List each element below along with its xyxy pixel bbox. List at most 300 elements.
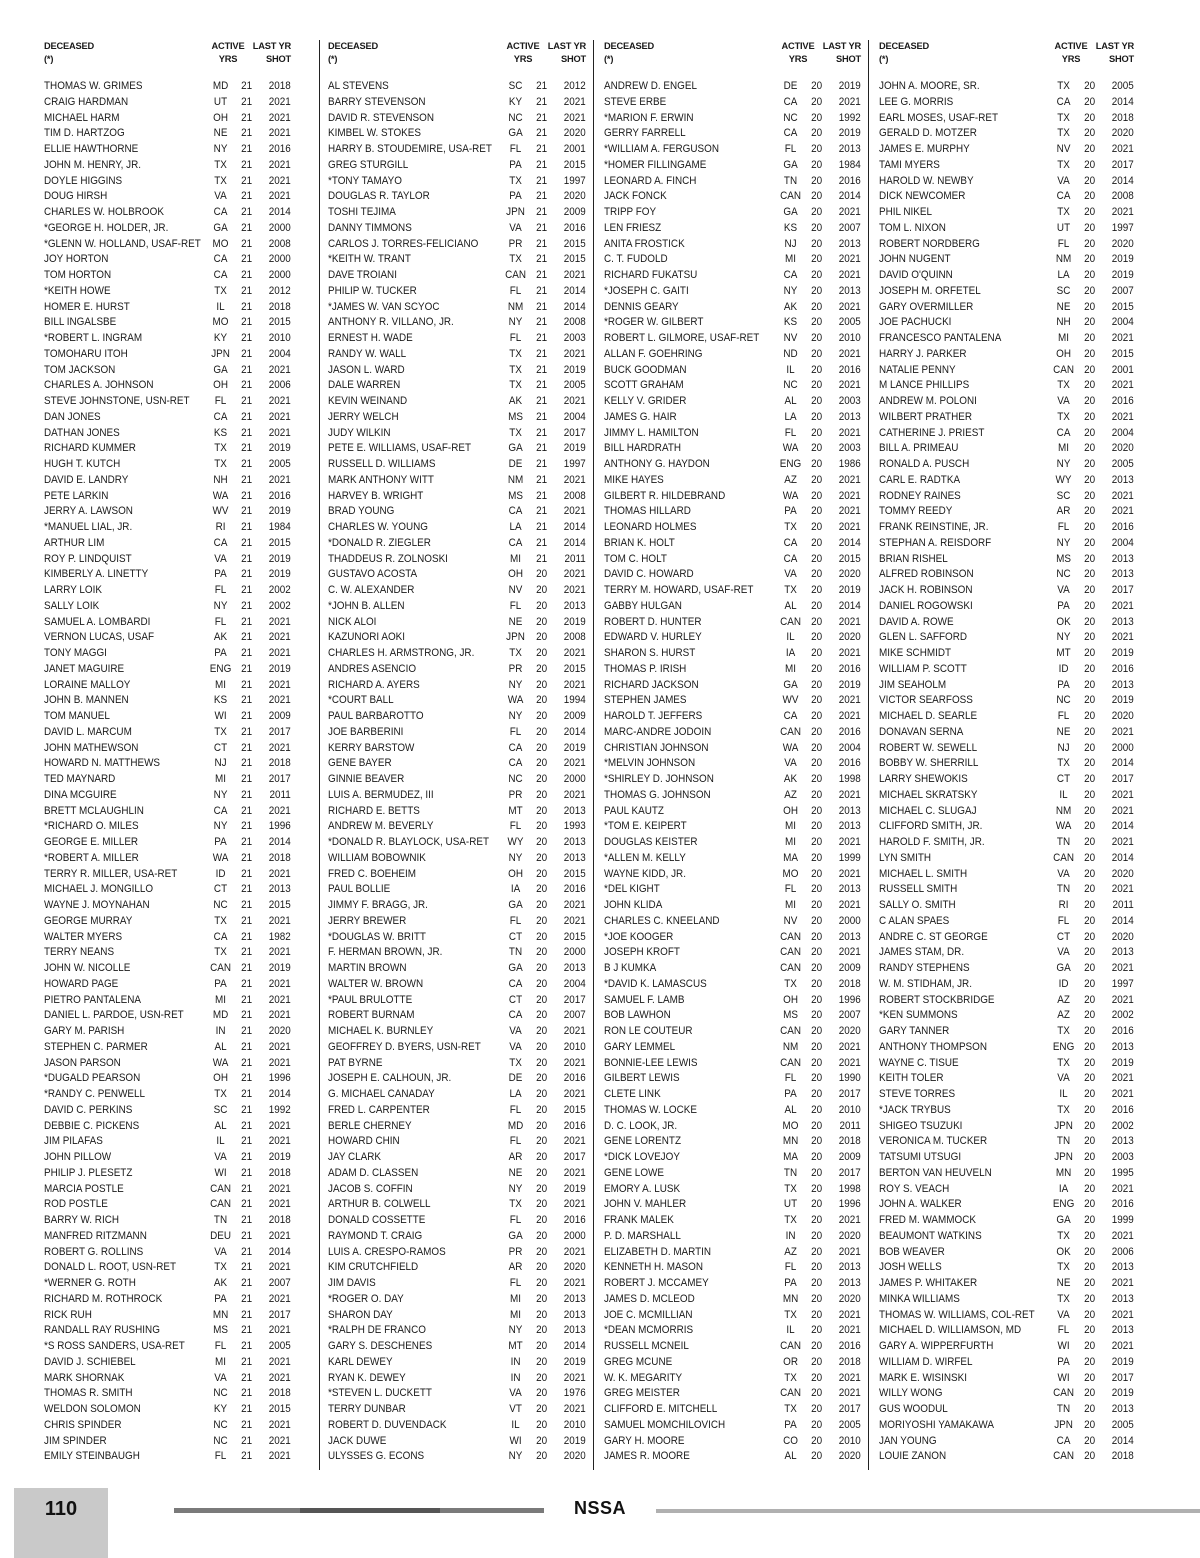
last-year-shot: 2019: [268, 442, 291, 455]
member-location: IL: [786, 363, 795, 376]
member-name: G. MICHAEL CANADAY: [328, 1088, 435, 1100]
last-year-shot: 2010: [838, 1434, 861, 1447]
member-location: NY: [1056, 458, 1071, 470]
last-year-shot: 2000: [268, 253, 291, 266]
member-name: ROBERT D. HUNTER: [604, 615, 702, 628]
member-name: DAVID J. SCHIEBEL: [44, 1355, 136, 1368]
last-year-shot: 2021: [268, 363, 291, 376]
member-name: DOUGLAS KEISTER: [604, 836, 698, 848]
last-year-shot: 2016: [838, 1340, 861, 1352]
member-location: TX: [1057, 1103, 1070, 1116]
last-year-shot: 2015: [268, 899, 291, 911]
last-year-shot: 2021: [838, 489, 861, 502]
member-location: FL: [784, 426, 797, 439]
active-years: 20: [811, 489, 823, 502]
member-location: NY: [213, 820, 228, 833]
member-location: WI: [1057, 1371, 1070, 1384]
table-row: [328, 898, 586, 914]
member-name: TOSHI TEJIMA: [328, 206, 396, 218]
member-name: GILBERT R. HILDEBRAND: [604, 489, 726, 502]
table-row: [44, 819, 291, 835]
member-name: PAT BYRNE: [328, 1056, 383, 1069]
header-shot: SHOT: [1108, 54, 1134, 64]
member-name: DANIEL L. PARDOE, USN-RET: [44, 1009, 184, 1022]
member-location: CA: [783, 536, 798, 549]
member-location: NJ: [214, 757, 227, 770]
member-location: PR: [508, 237, 523, 250]
member-location: VA: [509, 1025, 522, 1037]
member-name: *DEL KIGHT: [604, 883, 660, 896]
last-year-shot: 2014: [268, 1088, 291, 1100]
table-row: [879, 1040, 1134, 1056]
table-row: [604, 977, 861, 993]
table-row: [44, 426, 291, 442]
member-name: PAUL BARBAROTTO: [328, 710, 424, 722]
active-years: 21: [536, 143, 548, 155]
table-row: [879, 111, 1134, 127]
table-row: [604, 252, 861, 268]
member-location: WY: [507, 836, 524, 848]
active-years: 21: [536, 395, 548, 407]
last-year-shot: 2004: [1111, 316, 1134, 329]
active-years: 21: [241, 647, 253, 659]
member-location: OH: [213, 1072, 228, 1085]
active-years: 20: [536, 883, 548, 896]
last-year-shot: 2019: [268, 568, 291, 581]
last-year-shot: 2014: [268, 1245, 291, 1258]
last-year-shot: 2021: [268, 946, 291, 959]
member-location: FL: [509, 599, 522, 612]
member-name: JOHN KLIDA: [604, 899, 663, 911]
active-years: 21: [241, 914, 253, 927]
member-name: GARY TANNER: [879, 1025, 950, 1037]
last-year-shot: 2021: [1111, 788, 1134, 801]
table-row: [604, 1119, 861, 1135]
member-location: ENG: [1052, 1040, 1075, 1053]
last-year-shot: 2021: [838, 269, 861, 281]
last-year-shot: 2021: [838, 615, 861, 628]
member-name: *DONALD R. ZIEGLER: [328, 536, 431, 549]
active-years: 20: [536, 788, 548, 801]
member-location: MS: [213, 1324, 228, 1337]
member-location: VA: [214, 1245, 227, 1258]
member-location: AK: [508, 395, 523, 407]
member-name: ROBERT J. MCCAMEY: [604, 1277, 709, 1289]
member-name: THOMAS G. JOHNSON: [604, 788, 711, 801]
last-year-shot: 2014: [838, 599, 861, 612]
last-year-shot: 2004: [1111, 426, 1134, 439]
member-name: FRED M. WAMMOCK: [879, 1214, 976, 1226]
table-row: [44, 662, 291, 678]
member-name: HUGH T. KUTCH: [44, 458, 121, 470]
member-name: F. HERMAN BROWN, JR.: [328, 946, 443, 959]
active-years: 21: [536, 442, 548, 455]
table-row: [328, 851, 586, 867]
member-location: CA: [1056, 1434, 1071, 1447]
member-location: MA: [783, 1151, 798, 1163]
last-year-shot: 2021: [1111, 599, 1134, 612]
member-location: NC: [213, 1418, 228, 1431]
member-name: STEPHEN C. PARMER: [44, 1040, 148, 1053]
member-name: *ALLEN M. KELLY: [604, 851, 686, 864]
member-name: BARRY STEVENSON: [328, 95, 426, 108]
active-years: 20: [811, 678, 823, 691]
member-location: TX: [509, 253, 522, 266]
active-years: 20: [811, 1308, 823, 1321]
active-years: 20: [811, 221, 823, 234]
member-location: CAN: [780, 930, 801, 943]
table-row: [879, 867, 1134, 883]
member-location: IA: [510, 883, 521, 896]
last-year-shot: 2021: [563, 347, 586, 360]
table-row: [44, 457, 291, 473]
member-location: MI: [1058, 332, 1070, 344]
table-row: [44, 1418, 291, 1434]
active-years: 21: [241, 1308, 253, 1321]
active-years: 20: [536, 1198, 548, 1211]
member-name: D. C. LOOK, JR.: [604, 1119, 678, 1132]
table-row: [604, 536, 861, 552]
member-name: JOHN M. HENRY, JR.: [44, 158, 142, 171]
table-row: [879, 772, 1134, 788]
last-year-shot: 2013: [838, 930, 861, 943]
member-name: GARY LEMMEL: [604, 1040, 676, 1053]
table-row: [328, 630, 586, 646]
table-row: [604, 1134, 861, 1150]
active-years: 20: [1084, 1450, 1096, 1463]
last-year-shot: 2016: [1111, 1103, 1134, 1116]
member-name: *GLENN W. HOLLAND, USAF-RET: [44, 237, 201, 250]
table-row: [328, 1371, 586, 1387]
member-location: CAN: [780, 615, 801, 628]
member-name: TED MAYNARD: [44, 773, 116, 785]
table-row: [604, 882, 861, 898]
member-name: GILBERT LEWIS: [604, 1072, 680, 1085]
active-years: 20: [811, 410, 823, 423]
member-name: JACOB S. COFFIN: [328, 1182, 413, 1195]
member-name: PETE LARKIN: [44, 489, 109, 502]
last-year-shot: 2003: [1111, 1151, 1134, 1163]
member-name: ROD POSTLE: [44, 1198, 108, 1211]
member-name: CHRISTIAN JOHNSON: [604, 741, 709, 754]
last-year-shot: 2021: [1111, 332, 1134, 344]
table-row: [328, 378, 586, 394]
last-year-shot: 2021: [1111, 1088, 1134, 1100]
table-row: [604, 788, 861, 804]
table-row: [879, 788, 1134, 804]
last-year-shot: 2017: [838, 1403, 861, 1415]
member-location: NH: [1056, 316, 1071, 329]
member-location: VA: [1057, 1072, 1070, 1085]
active-years: 21: [241, 1277, 253, 1289]
member-location: OH: [783, 993, 798, 1006]
table-row: [604, 1245, 861, 1261]
active-years: 20: [536, 1340, 548, 1352]
table-row: [604, 268, 861, 284]
member-name: *SHIRLEY D. JOHNSON: [604, 773, 714, 785]
table-row: [44, 678, 291, 694]
member-location: MI: [785, 662, 797, 675]
last-year-shot: 2013: [838, 1277, 861, 1289]
table-row: [879, 1056, 1134, 1072]
member-location: TN: [1056, 1403, 1071, 1415]
member-name: ROBERT STOCKBRIDGE: [879, 993, 995, 1006]
member-name: THOMAS W. LOCKE: [604, 1103, 697, 1116]
header-last-yr: LAST YR: [252, 41, 291, 51]
table-row: [604, 1040, 861, 1056]
active-years: 20: [811, 647, 823, 659]
member-location: NM: [507, 300, 524, 313]
table-row: [44, 1134, 291, 1150]
active-years: 20: [811, 206, 823, 218]
member-location: MD: [507, 1119, 524, 1132]
last-year-shot: 2011: [1112, 899, 1134, 911]
last-year-shot: 2014: [563, 284, 586, 297]
member-name: BILL HARDRATH: [604, 442, 682, 455]
active-years: 20: [811, 1450, 823, 1463]
member-name: DAVID C. PERKINS: [44, 1103, 133, 1116]
last-year-shot: 2019: [563, 741, 586, 754]
member-location: NY: [213, 788, 228, 801]
member-name: DAVE TROIANI: [328, 269, 397, 281]
table-row: [604, 504, 861, 520]
table-row: [328, 1418, 586, 1434]
last-year-shot: 2016: [838, 174, 861, 187]
table-row: [604, 426, 861, 442]
last-year-shot: 2007: [1111, 284, 1134, 297]
table-row: [328, 914, 586, 930]
member-location: MO: [782, 867, 799, 880]
member-location: TX: [784, 1403, 797, 1415]
member-name: CARLOS J. TORRES-FELICIANO: [328, 237, 479, 250]
active-years: 21: [241, 883, 253, 896]
last-year-shot: 2016: [563, 221, 586, 234]
table-row: [44, 1308, 291, 1324]
last-year-shot: 2021: [1111, 804, 1134, 817]
active-years: 21: [241, 442, 253, 455]
last-year-shot: 2019: [563, 1434, 586, 1447]
active-years: 21: [241, 1434, 253, 1447]
table-row: [879, 1449, 1134, 1465]
table-row: [604, 662, 861, 678]
active-years: 20: [811, 867, 823, 880]
member-name: CLIFFORD SMITH, JR.: [879, 820, 983, 833]
member-name: DAVID L. MARCUM: [44, 725, 132, 738]
member-location: CA: [213, 269, 228, 281]
table-row: [604, 1071, 861, 1087]
member-location: CAN: [210, 1182, 231, 1195]
member-name: BRETT MCLAUGHLIN: [44, 804, 144, 817]
table-row: [44, 1402, 291, 1418]
member-location: FL: [1057, 237, 1070, 250]
active-years: 20: [811, 1166, 823, 1179]
member-name: TOMOHARU ITOH: [44, 347, 128, 360]
member-name: PAUL BOLLIE: [328, 883, 391, 896]
member-location: TX: [784, 584, 797, 596]
table-row: [604, 189, 861, 205]
active-years: 20: [536, 1214, 548, 1226]
active-years: 21: [241, 1135, 253, 1148]
table-row: [328, 1182, 586, 1198]
last-year-shot: 2021: [563, 1198, 586, 1211]
member-name: TOM L. NIXON: [879, 221, 946, 234]
member-name: ALFRED ROBINSON: [879, 568, 974, 581]
member-name: JIM PILAFAS: [44, 1135, 103, 1148]
table-row: [328, 126, 586, 142]
member-location: OH: [213, 111, 228, 124]
member-location: MO: [212, 316, 229, 329]
table-row: [44, 205, 291, 221]
active-years: 21: [536, 237, 548, 250]
member-location: WV: [782, 694, 799, 707]
active-years: 20: [811, 930, 823, 943]
last-year-shot: 1996: [268, 820, 291, 833]
active-years: 21: [241, 1009, 253, 1022]
member-location: PA: [214, 568, 227, 581]
table-row: [328, 1103, 586, 1119]
table-row: [604, 205, 861, 221]
member-location: WA: [1055, 820, 1072, 833]
last-year-shot: 2014: [1111, 914, 1134, 927]
member-name: FRANCESCO PANTALENA: [879, 332, 1002, 344]
last-year-shot: 2009: [563, 206, 586, 218]
last-year-shot: 2014: [268, 836, 291, 848]
table-row: [44, 252, 291, 268]
last-year-shot: 2021: [838, 379, 861, 392]
active-years: 20: [811, 725, 823, 738]
member-name: *PAUL BRULOTTE: [328, 993, 413, 1006]
member-location: PA: [784, 1277, 797, 1289]
last-year-shot: 2021: [268, 1292, 291, 1305]
table-row: [328, 615, 586, 631]
last-year-shot: 2021: [268, 127, 291, 140]
table-row: [879, 961, 1134, 977]
member-name: DATHAN JONES: [44, 426, 120, 439]
member-name: THOMAS R. SMITH: [44, 1387, 133, 1400]
member-name: TOM JACKSON: [44, 363, 116, 376]
member-location: WI: [509, 1434, 522, 1447]
footer-rule-right: [656, 1509, 1200, 1513]
table-row: [879, 205, 1134, 221]
member-location: CA: [508, 505, 523, 518]
member-name: GABBY HULGAN: [604, 599, 682, 612]
table-row: [328, 158, 586, 174]
table-row: [44, 1103, 291, 1119]
member-location: RI: [1058, 899, 1069, 911]
member-location: SC: [213, 1103, 228, 1116]
member-name: RANDY W. WALL: [328, 347, 407, 360]
active-years: 20: [1084, 788, 1096, 801]
active-years: 20: [811, 694, 823, 707]
member-location: TX: [1057, 1025, 1070, 1037]
table-row: [604, 520, 861, 536]
active-years: 20: [536, 851, 548, 864]
last-year-shot: 2014: [563, 725, 586, 738]
last-year-shot: 2018: [268, 1166, 291, 1179]
last-year-shot: 2021: [838, 836, 861, 848]
last-year-shot: 2021: [268, 647, 291, 659]
active-years: 21: [241, 615, 253, 628]
table-row: [44, 189, 291, 205]
last-year-shot: 2021: [268, 1261, 291, 1274]
member-name: KIMBEL W. STOKES: [328, 127, 421, 140]
last-year-shot: 2021: [563, 1245, 586, 1258]
member-name: JOE C. MCMILLIAN: [604, 1308, 693, 1321]
last-year-shot: 2001: [563, 143, 586, 155]
active-years: 20: [811, 788, 823, 801]
active-years: 21: [241, 694, 253, 707]
active-years: 21: [241, 143, 253, 155]
member-name: CHARLES C. KNEELAND: [604, 914, 720, 927]
last-year-shot: 2021: [268, 1198, 291, 1211]
member-location: NY: [213, 599, 228, 612]
active-years: 21: [536, 269, 548, 281]
member-name: *DAVID K. LAMASCUS: [604, 977, 707, 990]
table-row: [879, 993, 1134, 1009]
member-location: WA: [782, 442, 799, 455]
member-name: ARTHUR B. COLWELL: [328, 1198, 431, 1211]
member-name: JASON L. WARD: [328, 363, 405, 376]
member-name: JUDY WILKIN: [328, 426, 391, 439]
member-name: MARC-ANDRE JODOIN: [604, 725, 712, 738]
active-years: 21: [241, 237, 253, 250]
last-year-shot: 2021: [563, 678, 586, 691]
table-row: [604, 1166, 861, 1182]
member-location: NM: [782, 1040, 799, 1053]
table-row: [44, 1355, 291, 1371]
table-row: [879, 489, 1134, 505]
last-year-shot: 2016: [838, 363, 861, 376]
member-name: HARVEY B. WRIGHT: [328, 489, 424, 502]
member-location: AL: [784, 1103, 797, 1116]
active-years: 20: [1084, 1308, 1096, 1321]
last-year-shot: 2021: [563, 1135, 586, 1148]
last-year-shot: 2021: [1111, 1277, 1134, 1289]
table-row: [328, 520, 586, 536]
member-location: MA: [783, 851, 798, 864]
member-location: VA: [1057, 1308, 1070, 1321]
active-years: 20: [811, 1261, 823, 1274]
member-location: NY: [508, 1324, 523, 1337]
active-years: 20: [536, 899, 548, 911]
member-location: CA: [783, 552, 798, 565]
header-deceased: DECEASED: [879, 41, 930, 51]
member-name: *ROBERT L. INGRAM: [44, 332, 143, 344]
member-location: WI: [214, 1166, 227, 1179]
last-year-shot: 2020: [838, 1025, 861, 1037]
member-name: LORAINE MALLOY: [44, 678, 131, 691]
last-year-shot: 2017: [838, 1166, 861, 1179]
member-location: AZ: [1057, 1009, 1070, 1022]
member-location: IL: [1059, 788, 1068, 801]
table-row: [604, 725, 861, 741]
member-name: BRIAN RISHEL: [879, 552, 948, 565]
last-year-shot: 2010: [268, 332, 291, 344]
table-row: [604, 914, 861, 930]
member-location: AL: [784, 599, 797, 612]
member-name: *WERNER G. ROTH: [44, 1277, 136, 1289]
table-row: [879, 552, 1134, 568]
last-year-shot: 2013: [1111, 1261, 1134, 1274]
member-location: ID: [1058, 977, 1069, 990]
last-year-shot: 2021: [1111, 379, 1134, 392]
member-name: GEOFFREY D. BYERS, USN-RET: [328, 1040, 481, 1053]
last-year-shot: 2021: [268, 1434, 291, 1447]
member-location: NY: [508, 710, 523, 722]
member-location: TX: [784, 1371, 797, 1384]
last-year-shot: 2014: [268, 206, 291, 218]
table-row: [44, 1197, 291, 1213]
